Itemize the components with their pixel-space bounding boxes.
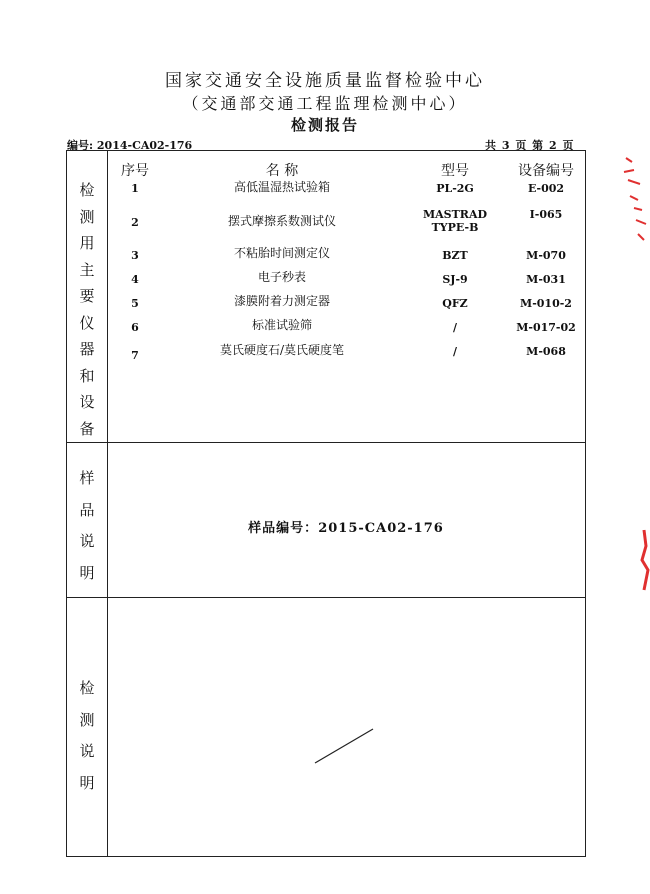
- row-index: 4: [131, 273, 139, 286]
- row-index: 7: [131, 349, 139, 362]
- column-header-code: 设备编号: [518, 163, 574, 179]
- label-char: 仪: [79, 313, 95, 332]
- row-index: 2: [131, 216, 139, 229]
- label-char: 用: [79, 234, 95, 253]
- column-header-index: 序号: [121, 163, 149, 179]
- label-char: 说: [79, 742, 95, 761]
- label-char: 检: [79, 181, 95, 199]
- row-name: 电子秒表: [257, 270, 306, 284]
- row-code: M-010-2: [520, 297, 572, 310]
- row-index: 3: [131, 249, 139, 262]
- column-header-name: 名 称: [265, 163, 299, 179]
- label-char: 测: [79, 207, 95, 226]
- test-section-label: [67, 677, 107, 793]
- label-char: 要: [79, 287, 95, 306]
- label-char: 备: [79, 419, 95, 438]
- row-code: M-068: [526, 345, 566, 358]
- label-char: 说: [79, 532, 95, 551]
- page-info: 共 3 页 第 2 页: [485, 139, 574, 152]
- label-char: 明: [79, 563, 95, 582]
- row-model: SJ-9: [442, 273, 468, 286]
- sub-organization-title: （交通部交通工程监理检测中心）: [182, 94, 468, 113]
- row-code: M-031: [526, 273, 566, 286]
- row-code: E-002: [527, 182, 565, 195]
- label-char: 和: [79, 366, 95, 385]
- divider: [67, 597, 585, 598]
- row-name: 摆式摩擦系数测试仪: [227, 214, 336, 228]
- equipment-section-label: [67, 179, 107, 439]
- row-model: BZT: [442, 249, 468, 262]
- column-header-model: 型号: [441, 163, 469, 179]
- row-model: MASTRAD TYPE-B: [422, 208, 488, 234]
- label-char: 检: [79, 679, 95, 697]
- divider: [67, 442, 585, 443]
- label-char: 设: [79, 393, 95, 412]
- row-code: M-017-02: [516, 321, 576, 334]
- report-number: 编号: 2014-CA02-176: [67, 139, 193, 152]
- label-char: 器: [79, 340, 95, 359]
- row-model: QFZ: [442, 297, 468, 310]
- seal-fragment-mark: [618, 150, 650, 620]
- row-index: 6: [131, 321, 139, 334]
- sample-number-value: 2015-CA02-176: [318, 521, 444, 536]
- row-index: 1: [131, 182, 139, 195]
- row-name: 标准试验筛: [251, 318, 312, 332]
- label-char: 主: [79, 260, 95, 279]
- label-char: 样: [79, 469, 95, 487]
- report-title: 检测报告: [290, 116, 359, 134]
- row-name: 不粘胎时间测定仪: [233, 246, 330, 260]
- strike-mark: [313, 726, 377, 766]
- row-model: /: [452, 321, 458, 334]
- label-char: 测: [79, 710, 95, 729]
- row-name: 莫氏硬度石/莫氏硬度笔: [219, 343, 345, 357]
- row-code: I-065: [529, 208, 563, 221]
- row-model: PL-2G: [436, 182, 474, 195]
- sample-section-label: [67, 467, 107, 583]
- label-char: 明: [79, 773, 95, 792]
- row-name: 漆膜附着力测定器: [233, 294, 330, 308]
- label-char: 品: [79, 500, 95, 519]
- row-model: /: [452, 345, 458, 358]
- row-code: M-070: [526, 249, 566, 262]
- row-name: 高低温湿热试验箱: [233, 180, 330, 194]
- divider: [107, 151, 108, 856]
- organization-title: 国家交通安全设施质量监督检验中心: [165, 71, 485, 91]
- row-index: 5: [131, 297, 139, 310]
- sample-number-label: 样品编号：: [248, 521, 319, 536]
- sample-number: [107, 517, 585, 536]
- report-table: [66, 150, 586, 857]
